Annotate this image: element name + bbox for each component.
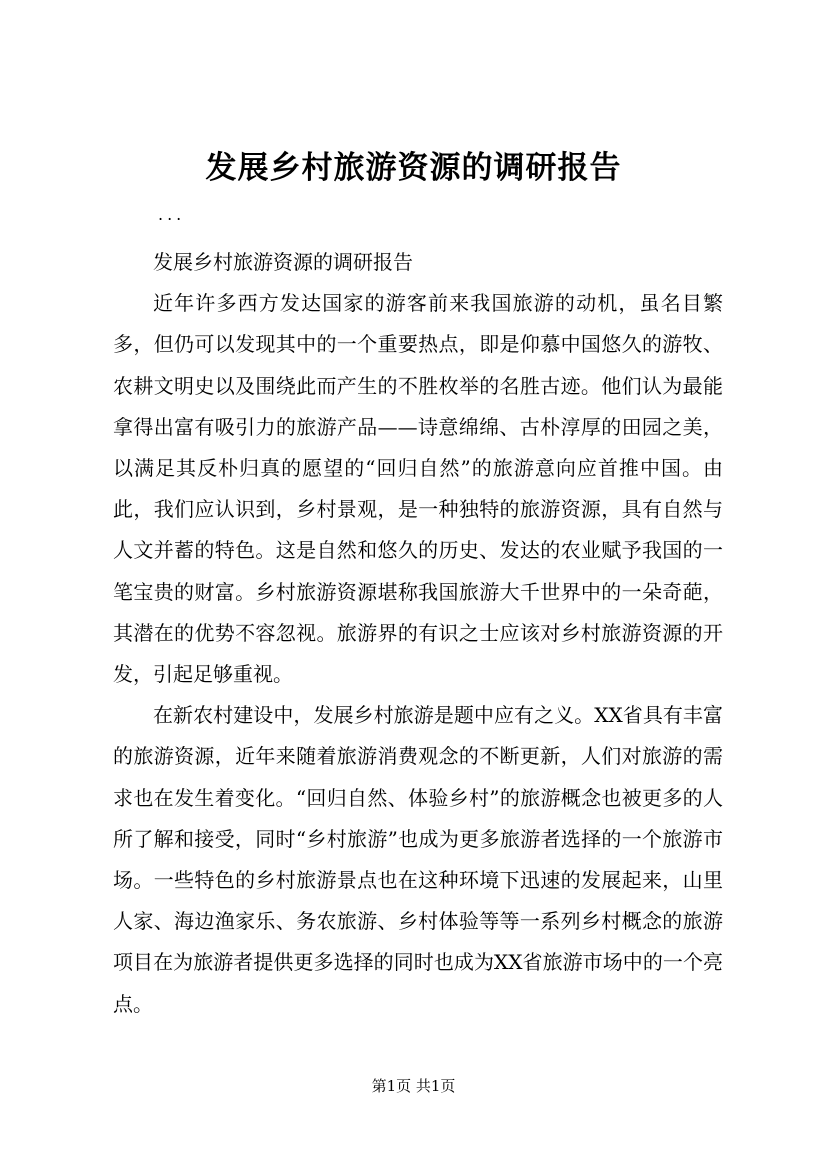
body-paragraph-1: 近年许多西方发达国家的游客前来我国旅游的动机，虽名目繁多，但仍可以发现其中的一个重要热点，即是仰慕中国悠久的游牧、农耕文明史以及围绕此而产生的不胜枚举的名胜古迹。他们认为最能拿得出富有吸引力的旅游产品——诗意绵绵、古朴淳厚的田园之美，以满足其反朴归真的愿望的“回归自然”的旅游意向应首推中国。由此，我们应认识到，乡村景观，是一种独特的旅游资源，具有自然与人文并蓄的特色。这是自然和悠久的历史、发达的农业赋予我国的一笔宝贵的财富。乡村旅游资源堪称我国旅游大千世界中的一朵奇葩，其潜在的优势不容忽视。旅游界的有识之士应该对乡村旅游资源的开发，引起足够重视。: [113, 291, 723, 687]
body-paragraph-2: 在新农村建设中，发展乡村旅游是题中应有之义。XX省具有丰富的旅游资源，近年来随着旅游消费观念的不断更新，人们对旅游的需求也在发生着变化。“回归自然、体验乡村”的旅游概念也被更多的人所了解和接受，同时“乡村旅游”也成为更多旅游者选择的一个旅游市场。一些特色的乡村旅游景点也在这种环境下迅速的发展起来，山里人家、海边渔家乐、务农旅游、乡村体验等等一系列乡村概念的旅游项目在为旅游者提供更多选择的同时也成为XX省旅游市场中的一个亮点。: [113, 703, 723, 1016]
page-footer: 第1页 共1页: [371, 1077, 456, 1095]
subtitle-paragraph: 发展乡村旅游资源的调研报告: [153, 250, 413, 274]
document-body: [113, 242, 723, 1025]
document-title: 发展乡村旅游资源的调研报告: [205, 150, 622, 186]
ellipsis-marker: ...: [158, 205, 186, 224]
